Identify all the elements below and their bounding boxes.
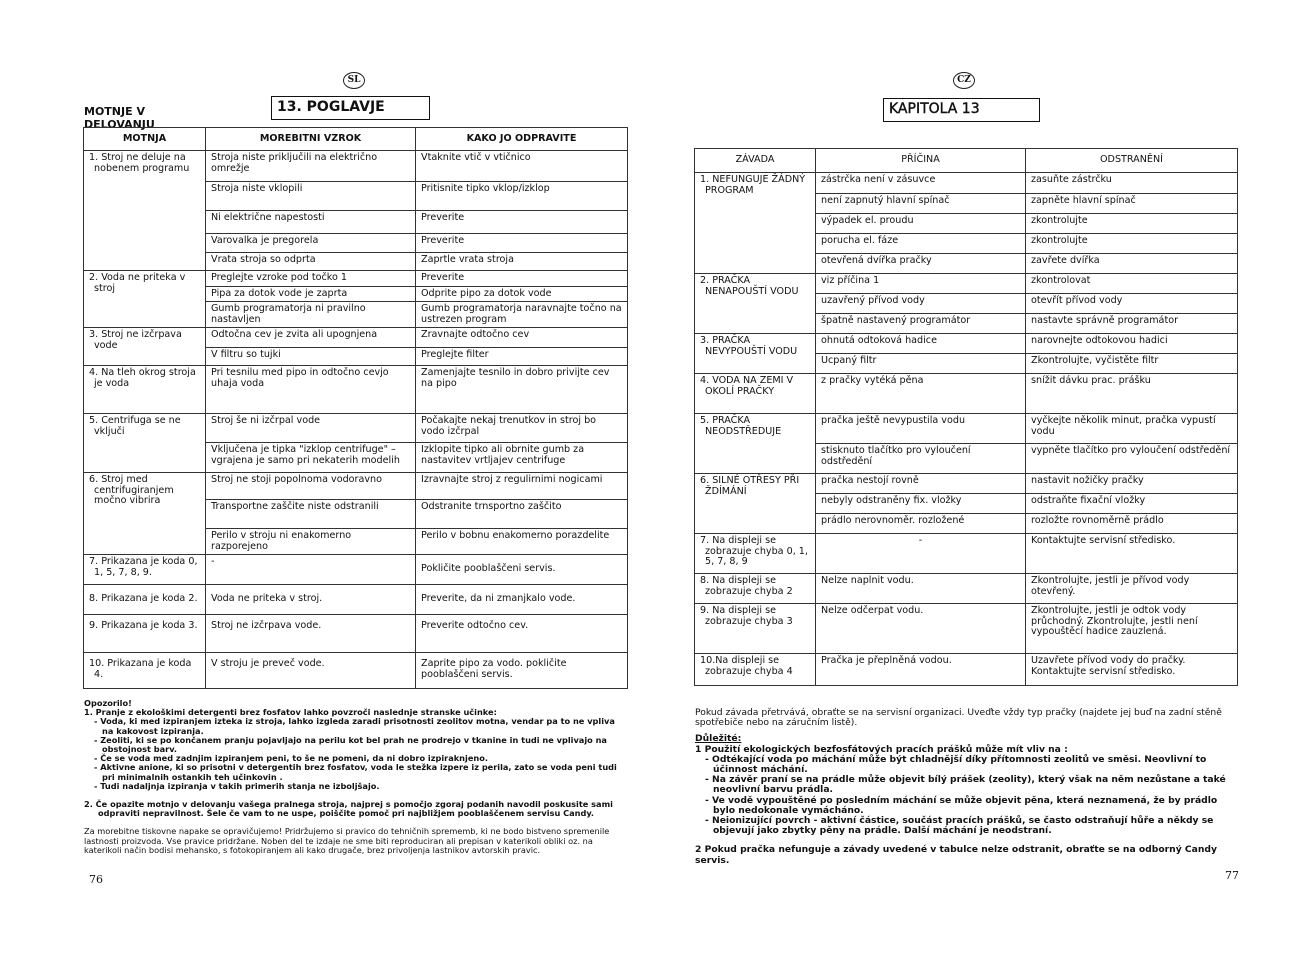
notes-bullet: - Zeoliti, ki se po končanem pranju pojavljajo na perilu kot bel prah ne prodrejo v tkanine in tudi ne vplivajo na obstojnost barv. xyxy=(94,734,607,755)
symptom-cell: 2. PRAČKA NENAPOUŠTÍ VODU xyxy=(695,274,816,334)
symptom-cell: 9. Na displeji se zobrazuje chyba 3 xyxy=(695,604,816,654)
remedy-cell: narovnejte odtokovou hadici xyxy=(1026,334,1238,354)
cause-cell: ohnutá odtoková hadice xyxy=(816,334,1026,354)
remedy-cell: Kontaktujte servisní středisko. xyxy=(1026,534,1238,574)
symptom-cell: 8. Na displeji se zobrazuje chyba 2 xyxy=(695,574,816,604)
symptom-cell: 4. VODA NA ZEMI V OKOLÍ PRAČKY xyxy=(695,374,816,414)
remedy-cell: Zaprite pipo za vodo. pokličite pooblaščeni servis. xyxy=(416,653,628,689)
notes-item-2: 2 Pokud pračka nefunguje a závady uvedené v tabulce nelze odstranit, obraťte se na odborný Candy servis. xyxy=(695,844,1217,866)
symptom-cell: 7. Na displeji se zobrazuje chyba 0, 1, 5, 7, 8, 9 xyxy=(695,534,816,574)
symptom-cell: 3. Stroj ne izčrpava vode xyxy=(84,328,206,366)
cause-cell: Perilo v stroju ni enakomerno razporejeno xyxy=(206,529,416,555)
notes-bullet: - Neionizující povrch - aktivní částice, součást pracích prášků, se často odstraňují hůře a někdy se objevují jako zbytky pěny na prádle. Další máchání je neodstraní. xyxy=(705,815,1214,837)
cause-cell: Stroj še ni izčrpal vode xyxy=(206,414,416,443)
troubleshooting-table-sl xyxy=(83,127,628,689)
cause-cell: Pri tesnilu med pipo in odtočno cevjo uhaja voda xyxy=(206,366,416,414)
remedy-cell: vyčkejte několik minut, pračka vypustí vodu xyxy=(1026,414,1238,444)
remedy-cell: Uzavřete přívod vody do pračky. Kontaktujte servisní středisko. xyxy=(1026,654,1238,686)
notes-bullet: - Odtékající voda po máchání může být chladnější díky přítomnosti zeolitů ve směsi. Neovlivní to účinnost máchání. xyxy=(705,753,1207,776)
cause-cell: Preglejte vzroke pod točko 1 xyxy=(206,271,416,287)
cause-cell: Varovalka je pregorela xyxy=(206,234,416,253)
symptom-cell: 1. Stroj ne deluje na nobenem programu xyxy=(84,151,206,271)
symptom-cell: 3. PRAČKA NEVYPOUŠTÍ VODU xyxy=(695,334,816,374)
remedy-cell: Preverite odtočno cev. xyxy=(416,615,628,653)
column-header: MOTNJA xyxy=(84,128,206,151)
cause-cell: zástrčka není v zásuvce xyxy=(816,173,1026,194)
notes-bullet: - Aktivne anione, ki so prisotni v detergentih brez fosfatov, voda le stežka izpere iz perila, zato se voda peni tudi pri minimalnih ostankih teh učinkovin . xyxy=(94,762,617,782)
remedy-cell: Pritisnite tipko vklop/izklop xyxy=(416,182,628,211)
symptom-cell: 6. Stroj med centrifugiranjem močno vibrira xyxy=(84,473,206,555)
cause-cell: Pipa za dotok vode je zaprta xyxy=(206,286,416,302)
cause-cell: porucha el. fáze xyxy=(816,234,1026,254)
cause-cell: prádlo nerovnoměr. rozložené xyxy=(816,514,1026,534)
cause-cell: V filtru so tujki xyxy=(206,348,416,366)
notes-item-2: 2. Če opazite motnjo v delovanju vašega pralnega stroja, najprej s pomočjo zgoraj podanih navodil poskusite sami odpraviti nepravilnost. Šele če vam to ne uspe, poiščite pomoč pri najbližjem pooblaščenem servisu Candy. xyxy=(84,799,613,819)
remedy-cell: nastavte správně programátor xyxy=(1026,314,1238,334)
remedy-cell: Počakajte nekaj trenutkov in stroj bo vodo izčrpal xyxy=(416,414,628,443)
cause-cell: Stroj ne stoji popolnoma vodoravno xyxy=(206,473,416,500)
column-header: ODSTRANĚNÍ xyxy=(1026,149,1238,173)
remedy-cell: otevřít přívod vody xyxy=(1026,294,1238,314)
remedy-cell: Zamenjajte tesnilo in dobro privijte cev na pipo xyxy=(416,366,628,414)
cause-cell: otevřená dvířka pračky xyxy=(816,254,1026,274)
language-badge-cz: CZ xyxy=(953,72,975,89)
remedy-cell: Zaprtle vrata stroja xyxy=(416,253,628,271)
section-title: MOTNJE V DELOVANJU xyxy=(84,105,155,131)
notes-bullet: - Če se voda med zadnjim izpiranjem peni, to še ne pomeni, da ni dobro izpiraknjeno. xyxy=(94,753,488,764)
notes-bullet: - Tudi nadaljnja izpiranja v takih primerih stanja ne izboljšajo. xyxy=(94,780,380,791)
symptom-cell: 10.Na displeji se zobrazuje chyba 4 xyxy=(695,654,816,686)
remedy-cell: Preverite xyxy=(416,211,628,234)
remedy-cell: Izravnajte stroj z regulirnimi nogicami xyxy=(416,473,628,500)
notes-item-1: 1. Pranje z ekološkimi detergenti brez fosfatov lahko povzroči naslednje stranske učinke: xyxy=(84,707,497,718)
chapter-title: 13. POGLAVJE xyxy=(271,96,430,120)
remedy-cell: odstraňte fixační vložky xyxy=(1026,494,1238,514)
notes-bullet: - Voda, ki med izpiranjem izteka iz stroja, lahko izgleda zaradi prisotnosti zeolitov motna, vendar pa to ne vpliva na kakovost izpiranja. xyxy=(94,716,615,736)
remedy-cell: Preglejte filter xyxy=(416,348,628,366)
symptom-cell: 1. NEFUNGUJE ŽÁDNÝ PROGRAM xyxy=(695,173,816,274)
troubleshooting-table-cz xyxy=(694,148,1238,686)
cause-cell: pračka ještě nevypustila vodu xyxy=(816,414,1026,444)
cause-cell: Nelze odčerpat vodu. xyxy=(816,604,1026,654)
cause-cell: Ucpaný filtr xyxy=(816,354,1026,374)
remedy-cell: Pokličite pooblaščeni servis. xyxy=(416,555,628,585)
remedy-cell: Gumb programatorja naravnajte točno na ustrezen program xyxy=(416,302,628,328)
cause-cell: Vključena je tipka "izklop centrifuge" – vgrajena je samo pri nekaterih modelih xyxy=(206,443,416,473)
remedy-cell: zapněte hlavní spínač xyxy=(1026,194,1238,214)
cause-cell: Stroja niste priključili na električno omrežje xyxy=(206,151,416,182)
symptom-cell: 6. SILNÉ OTŘESY PŘI ŽDÍMÁNÍ xyxy=(695,474,816,534)
cause-cell: pračka nestojí rovně xyxy=(816,474,1026,494)
cause-cell: z pračky vytéká pěna xyxy=(816,374,1026,414)
remedy-cell: rozložte rovnoměrně prádlo xyxy=(1026,514,1238,534)
remedy-cell: Vtaknite vtič v vtičnico xyxy=(416,151,628,182)
symptom-cell: 9. Prikazana je koda 3. xyxy=(84,615,206,653)
remedy-cell: Zkontrolujte, jestli je odtok vody průchodný. Zkontrolujte, jestli není vypouštěcí hadice zauzlená. xyxy=(1026,604,1238,654)
cause-cell: špatně nastavený programátor xyxy=(816,314,1026,334)
remedy-cell: Izklopite tipko ali obrnite gumb za nastavitev vrtljajev centrifuge xyxy=(416,443,628,473)
language-badge-sl: SL xyxy=(343,72,365,89)
remedy-cell: zkontrolovat xyxy=(1026,274,1238,294)
symptom-cell: 2. Voda ne priteka v stroj xyxy=(84,271,206,328)
remedy-cell: Odstranite trnsportno zaščito xyxy=(416,500,628,529)
symptom-cell: 10. Prikazana je koda 4. xyxy=(84,653,206,689)
column-header: PŘÍČINA xyxy=(816,149,1026,173)
symptom-cell: 5. PRAČKA NEODSTŘEDUJE xyxy=(695,414,816,474)
remedy-cell: Odprite pipo za dotok vode xyxy=(416,286,628,302)
cause-cell: Stroj ne izčrpava vode. xyxy=(206,615,416,653)
symptom-cell: 5. Centrifuga se ne vključi xyxy=(84,414,206,473)
symptom-cell: 8. Prikazana je koda 2. xyxy=(84,585,206,615)
remedy-cell: zasuňte zástrčku xyxy=(1026,173,1238,194)
notes-heading: Opozorilo! xyxy=(84,698,132,708)
page-number: 77 xyxy=(1225,869,1239,882)
remedy-cell: Preverite, da ni zmanjkalo vode. xyxy=(416,585,628,615)
remedy-cell: zavřete dvířka xyxy=(1026,254,1238,274)
cause-cell: Nelze naplnit vodu. xyxy=(816,574,1026,604)
symptom-cell: 4. Na tleh okrog stroja je voda xyxy=(84,366,206,414)
notes-sl xyxy=(84,699,624,855)
remedy-cell: Zkontrolujte, jestli je přívod vody otevřený. xyxy=(1026,574,1238,604)
remedy-cell: vypněte tlačítko pro vyloučení odstředění xyxy=(1026,444,1238,474)
cause-cell: nebyly odstraněny fix. vložky xyxy=(816,494,1026,514)
notes-bullet: - Na závěr praní se na prádle může objevit bílý prášek (zeolity), který však na něm nezůstane a také neovlivní barvu prádla. xyxy=(705,774,1226,796)
cause-cell: Stroja niste vklopili xyxy=(206,182,416,211)
remedy-cell: Preverite xyxy=(416,271,628,287)
cause-cell: - xyxy=(206,555,416,585)
cause-cell: - xyxy=(816,534,1026,574)
column-header: MOREBITNI VZROK xyxy=(206,128,416,151)
cause-cell: Gumb programatorja ni pravilno nastavljen xyxy=(206,302,416,328)
notes-item-1: 1 Použití ekologických bezfosfátových pracích prášků může mít vliv na : xyxy=(695,743,1068,755)
remedy-cell: snížit dávku prac. prášku xyxy=(1026,374,1238,414)
column-header: KAKO JO ODPRAVITE xyxy=(416,128,628,151)
remedy-cell: Zravnajte odtočno cev xyxy=(416,328,628,348)
notes-cz xyxy=(695,708,1235,866)
cause-cell: není zapnutý hlavní spínač xyxy=(816,194,1026,214)
cause-cell: viz příčina 1 xyxy=(816,274,1026,294)
cause-cell: Odtočna cev je zvita ali upognjena xyxy=(206,328,416,348)
remedy-cell: Preverite xyxy=(416,234,628,253)
cause-cell: výpadek el. proudu xyxy=(816,214,1026,234)
disclaimer: Za morebitne tiskovne napake se opravičujemo! Pridržujemo si pravico do tehničnih sprememb, ki ne bodo bistveno spremenile lastnosti proizvoda. Vse pravice pridržane. Noben del te izdaje ne sme biti reproduciran ali prepisan v katerikoli obliki oz. na katerikoli način bodisi mehansko, s fotokopiranjem ali kako drugače, brez privoljenja lastnikov avtorskih pravic. xyxy=(84,826,610,855)
remedy-cell: Perilo v bobnu enakomerno porazdelite xyxy=(416,529,628,555)
cause-cell: uzavřený přívod vody xyxy=(816,294,1026,314)
remedy-cell: Zkontrolujte, vyčistěte filtr xyxy=(1026,354,1238,374)
cause-cell: stisknuto tlačítko pro vyloučení odstředění xyxy=(816,444,1026,474)
cause-cell: Transportne zaščite niste odstranili xyxy=(206,500,416,529)
notes-heading: Důležité: xyxy=(695,733,742,745)
cause-cell: Ni električne napestosti xyxy=(206,211,416,234)
chapter-title: KAPITOLA 13 xyxy=(883,98,1040,122)
cause-cell: Voda ne priteka v stroj. xyxy=(206,585,416,615)
cause-cell: Vrata stroja so odprta xyxy=(206,253,416,271)
remedy-cell: zkontrolujte xyxy=(1026,214,1238,234)
page-number: 76 xyxy=(89,873,103,886)
remedy-cell: nastavit nožičky pračky xyxy=(1026,474,1238,494)
cause-cell: V stroju je preveč vode. xyxy=(206,653,416,689)
cause-cell: Pračka je přeplněná vodou. xyxy=(816,654,1026,686)
notes-bullet: - Ve vodě vypouštěné po posledním máchání se může objevit pěna, která neznamená, že by prádlo bylo nedokonale vymácháno. xyxy=(705,794,1218,816)
remedy-cell: zkontrolujte xyxy=(1026,234,1238,254)
symptom-cell: 7. Prikazana je koda 0, 1, 5, 7, 8, 9. xyxy=(84,555,206,585)
notes-intro: Pokud závada přetrvává, obraťte se na servisní organizaci. Uveďte vždy typ pračky (najdete jej buď na zadní stěně spotřebiče nebo na záručním listě). xyxy=(695,707,1222,729)
column-header: ZÁVADA xyxy=(695,149,816,173)
